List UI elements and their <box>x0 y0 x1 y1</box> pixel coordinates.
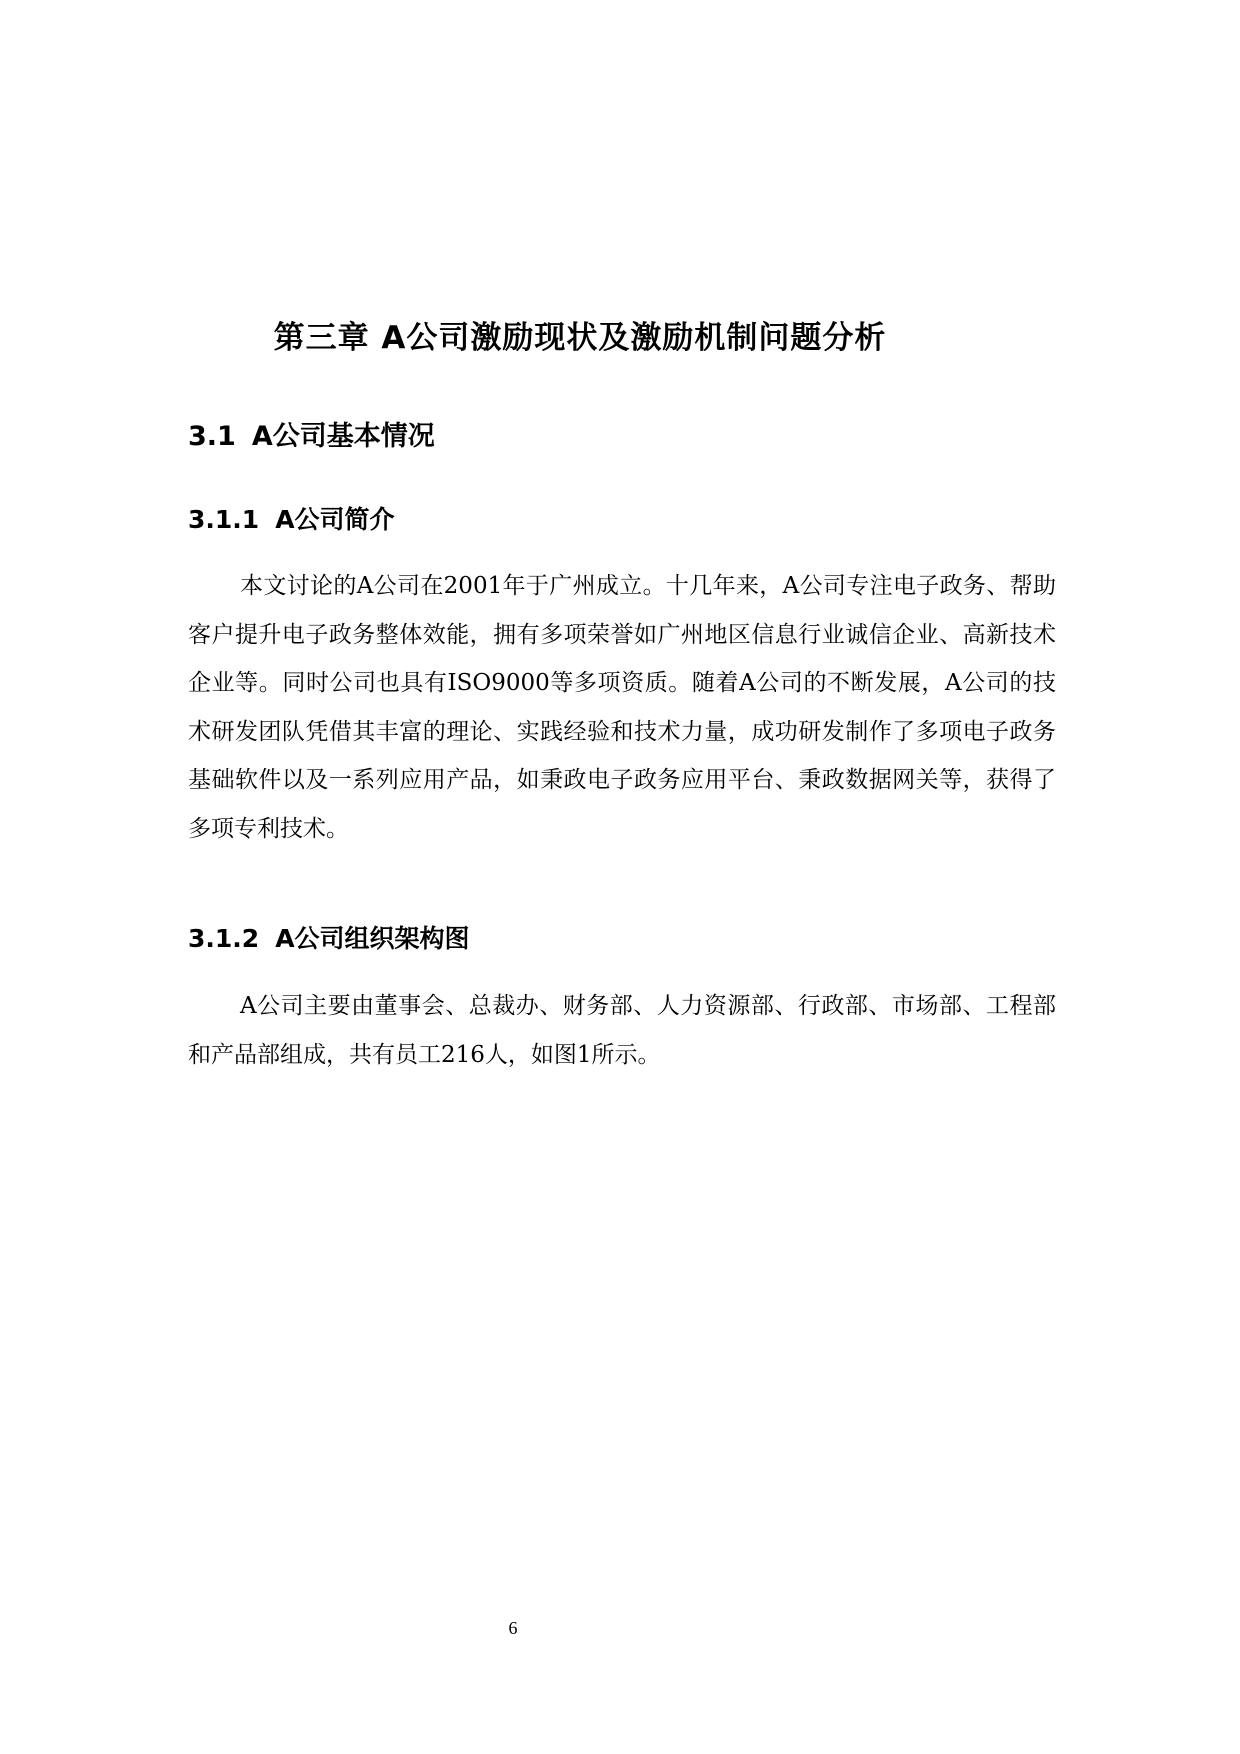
subsection-heading-3-1-1 <box>188 502 395 538</box>
section-title: A公司基本情况 <box>251 421 435 452</box>
section-heading-3-1 <box>188 418 435 456</box>
section-number: 3.1 <box>188 421 236 452</box>
subsection-title: A公司组织架构图 <box>275 924 470 953</box>
page-number: 6 <box>508 1618 518 1638</box>
subsection-title: A公司简介 <box>275 505 395 534</box>
subsection-number: 3.1.1 <box>188 505 260 534</box>
chapter-title: 第三章 A公司激励现状及激励机制问题分析 <box>273 320 887 356</box>
company-intro-paragraph: 本文讨论的A公司在2001年于广州成立。十几年来，A公司专注电子政务、帮助客户提升电子政务整体效能，拥有多项荣誉如广州地区信息行业诚信企业、高新技术企业等。同时公司也具有ISO9000等多项资质。随着A公司的不断发展，A公司的技术研发团队凭借其丰富的理论、实践经验和技术力量，成功研发制作了多项电子政务基础软件以及一系列应用产品，如秉政电子政务应用平台、秉政数据网关等，获得了多项专利技术。 <box>188 573 1056 842</box>
org-structure-paragraph: A公司主要由董事会、总裁办、财务部、人力资源部、行政部、市场部、工程部和产品部组成，共有员工216人，如图1所示。 <box>188 993 1056 1068</box>
subsection-heading-3-1-2 <box>188 921 470 957</box>
subsection-number: 3.1.2 <box>188 924 260 953</box>
